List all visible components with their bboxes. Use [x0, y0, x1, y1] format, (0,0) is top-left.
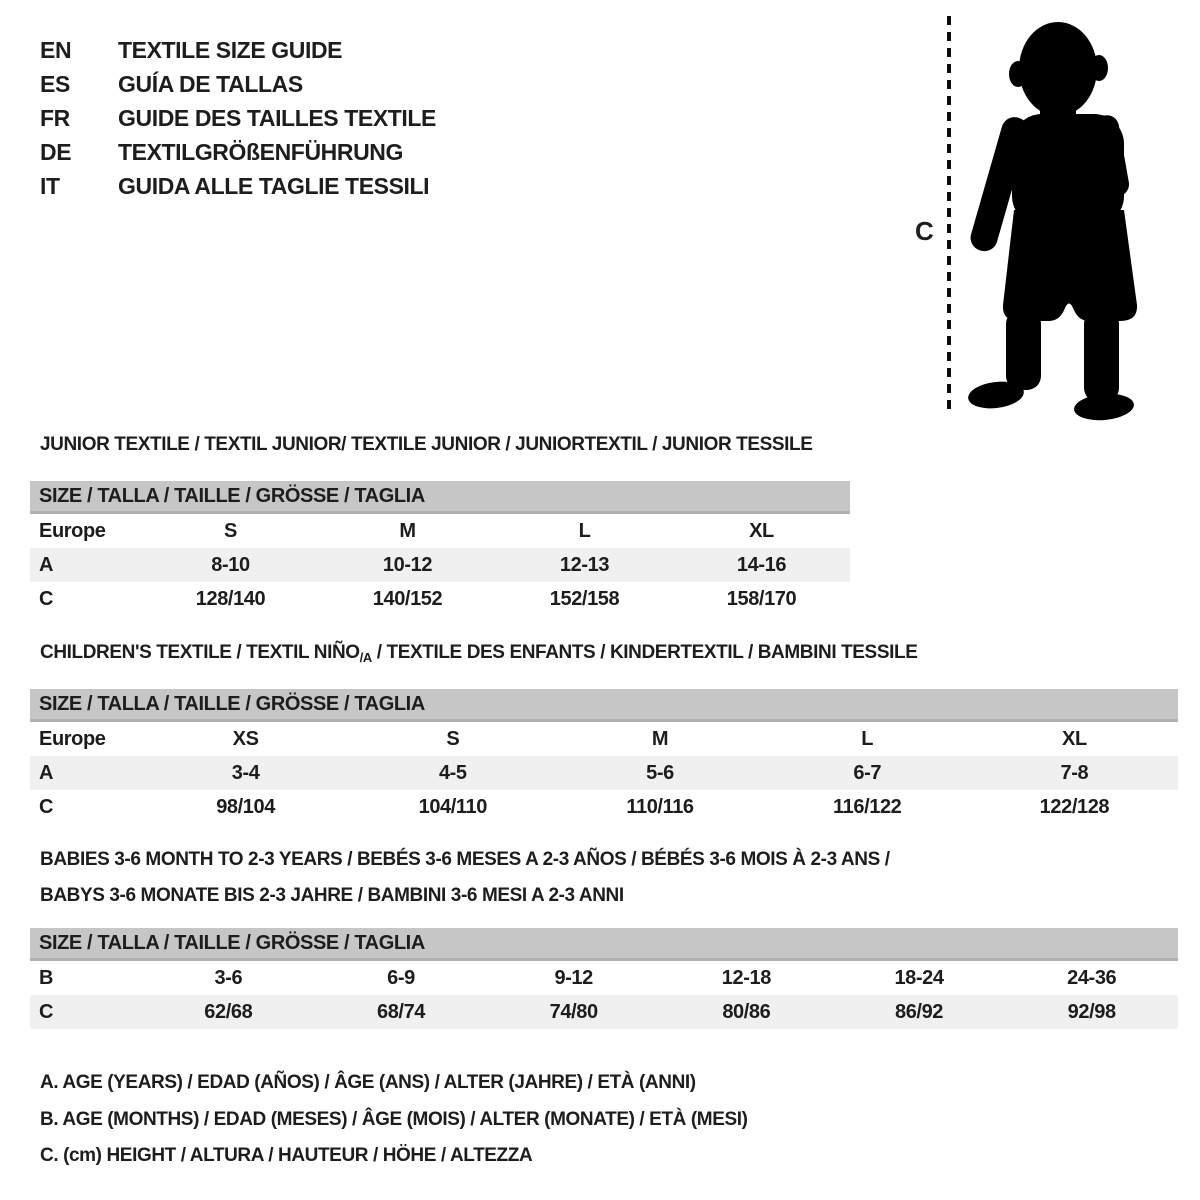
- lang-row-it: [40, 169, 436, 203]
- lang-title: TEXTILE SIZE GUIDE: [118, 36, 343, 63]
- height-cell: 68/74: [376, 1000, 426, 1023]
- height-measure-label: C: [915, 216, 934, 246]
- size-cell: S: [224, 519, 237, 542]
- row-label: C: [39, 587, 54, 610]
- row-label: C: [39, 795, 54, 818]
- row-label: A: [39, 553, 54, 576]
- age-cell: 3-4: [231, 761, 260, 784]
- months-cell: 18-24: [894, 966, 944, 989]
- size-cell: L: [861, 727, 874, 750]
- lang-title: GUIDE DES TAILLES TEXTILE: [118, 104, 436, 131]
- height-cell: 122/128: [1039, 795, 1110, 818]
- height-cell: 158/170: [726, 587, 797, 610]
- height-cell: 140/152: [372, 587, 443, 610]
- months-cell: 3-6: [214, 966, 243, 989]
- age-cell: 6-7: [853, 761, 882, 784]
- height-cell: 80/86: [722, 1000, 771, 1023]
- size-cell: M: [399, 519, 416, 542]
- size-cell: XL: [1062, 727, 1087, 750]
- legend-age-months: B. AGE (MONTHS) / EDAD (MESES) / ÂGE (MOIS) / ALTER (MONATE) / ETÀ (MESI): [40, 1109, 748, 1130]
- months-cell: 24-36: [1067, 966, 1117, 989]
- height-cell: 62/68: [204, 1000, 253, 1023]
- age-cell: 4-5: [438, 761, 467, 784]
- row-label: Europe: [39, 519, 106, 542]
- children-title-prefix: CHILDREN'S TEXTILE / TEXTIL NIÑO: [40, 642, 360, 663]
- lang-title: TEXTILGRÖßENFÜHRUNG: [118, 138, 403, 165]
- size-cell: S: [446, 727, 460, 750]
- babies-row-months: [30, 961, 1178, 995]
- lang-row-fr: [40, 101, 436, 135]
- children-row-europe: [30, 722, 1178, 756]
- lang-row-es: [40, 67, 436, 101]
- row-label: B: [39, 966, 54, 989]
- toddler-silhouette-icon: [950, 12, 1150, 427]
- row-label: Europe: [39, 727, 106, 750]
- size-cell: XL: [749, 519, 774, 542]
- height-cell: 104/110: [418, 795, 487, 818]
- months-cell: 6-9: [387, 966, 415, 989]
- children-row-age: [30, 756, 1178, 790]
- months-cell: 9-12: [554, 966, 593, 989]
- junior-table-title: JUNIOR TEXTILE / TEXTIL JUNIOR/ TEXTILE JUNIOR / JUNIORTEXTIL / JUNIOR TESSILE: [40, 434, 813, 455]
- babies-row-height: [30, 995, 1178, 1029]
- children-table-title: [40, 642, 917, 664]
- height-cell: 128/140: [195, 587, 266, 610]
- babies-table: [30, 928, 1178, 1029]
- lang-row-de: [40, 135, 436, 169]
- junior-table: [30, 481, 850, 616]
- age-cell: 12-13: [559, 553, 610, 576]
- height-cell: 92/98: [1067, 1000, 1116, 1023]
- lang-code: EN: [40, 36, 72, 63]
- babies-table-title-line1: BABIES 3-6 MONTH TO 2-3 YEARS / BEBÉS 3-6 MESES A 2-3 AÑOS / BÉBÉS 3-6 MOIS À 2-3 ANS /: [40, 849, 890, 870]
- height-cell: 98/104: [216, 795, 275, 818]
- size-cell: M: [651, 727, 669, 750]
- lang-row-en: [40, 33, 436, 67]
- row-label: A: [39, 761, 54, 784]
- age-cell: 10-12: [382, 553, 433, 576]
- children-size-header: SIZE / TALLA / TAILLE / GRÖSSE / TAGLIA: [30, 689, 1178, 722]
- children-row-height: [30, 790, 1178, 824]
- age-cell: 8-10: [211, 553, 250, 576]
- height-cell: 86/92: [894, 1000, 944, 1023]
- legend-height-cm: C. (cm) HEIGHT / ALTURA / HAUTEUR / HÖHE / ALTEZZA: [40, 1145, 533, 1166]
- junior-row-age: [30, 548, 850, 582]
- legend-age-years: A. AGE (YEARS) / EDAD (AÑOS) / ÂGE (ANS) / ALTER (JAHRE) / ETÀ (ANNI): [40, 1072, 696, 1093]
- children-table: [30, 689, 1178, 824]
- lang-title: GUIDA ALLE TAGLIE TESSILI: [118, 172, 430, 199]
- age-cell: 14-16: [736, 553, 787, 576]
- age-cell: 7-8: [1060, 761, 1089, 784]
- height-cell: 116/122: [833, 795, 902, 818]
- size-cell: XS: [232, 727, 259, 750]
- size-cell: L: [578, 519, 591, 542]
- babies-size-header: SIZE / TALLA / TAILLE / GRÖSSE / TAGLIA: [30, 928, 1178, 961]
- lang-code: DE: [40, 138, 72, 165]
- lang-code: ES: [40, 70, 70, 97]
- babies-table-title-line2: BABYS 3-6 MONATE BIS 2-3 JAHRE / BAMBINI 3-6 MESI A 2-3 ANNI: [40, 885, 624, 906]
- junior-size-header: SIZE / TALLA / TAILLE / GRÖSSE / TAGLIA: [30, 481, 850, 514]
- children-title-suffix: / TEXTILE DES ENFANTS / KINDERTEXTIL / BAMBINI TESSILE: [371, 642, 918, 663]
- height-cell: 110/116: [626, 795, 694, 818]
- height-cell: 74/80: [549, 1000, 598, 1023]
- lang-title: GUÍA DE TALLAS: [118, 70, 303, 97]
- language-title-list: [40, 33, 436, 203]
- lang-code: FR: [40, 104, 70, 131]
- junior-row-height: [30, 582, 850, 616]
- junior-row-europe: [30, 514, 850, 548]
- row-label: C: [39, 1000, 54, 1023]
- months-cell: 12-18: [721, 966, 771, 989]
- lang-code: IT: [40, 172, 60, 199]
- children-title-sub: /A: [359, 650, 372, 665]
- height-cell: 152/158: [549, 587, 620, 610]
- age-cell: 5-6: [646, 761, 674, 784]
- toddler-silhouette-shape: [967, 22, 1137, 423]
